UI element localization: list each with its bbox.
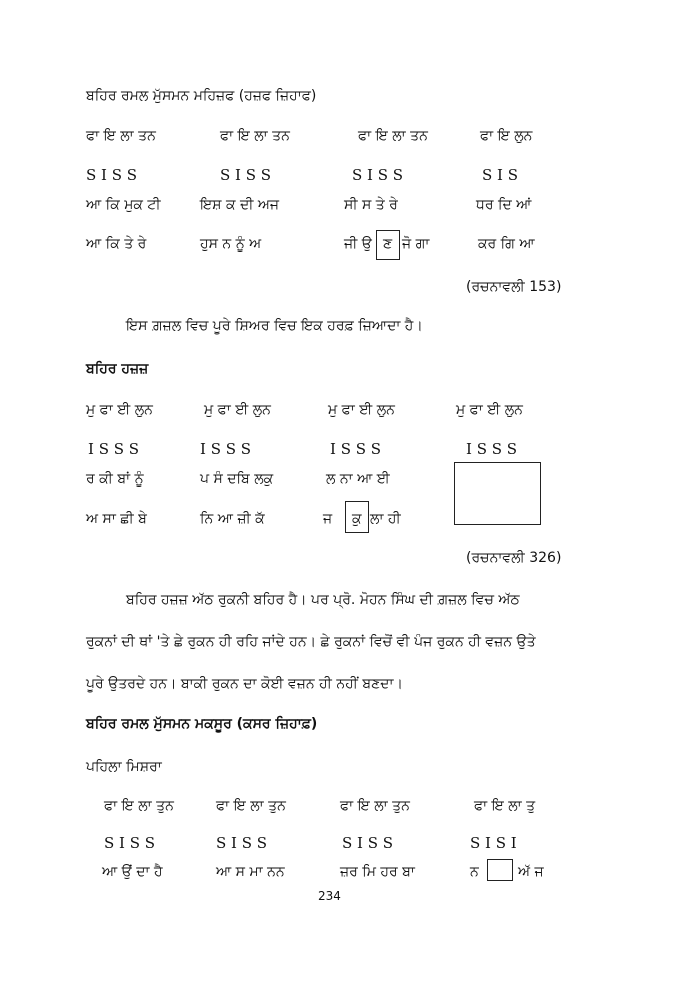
citation: (ਰਚਨਾਵਲੀ 326) xyxy=(466,550,562,566)
scansion-cell: S I S S xyxy=(216,834,268,852)
verse-cell: ਆ ਉਂ ਦਾ ਹੈ xyxy=(102,864,163,880)
verse-cell: ਨ xyxy=(470,864,479,880)
scansion-cell: S I S I xyxy=(470,834,517,852)
meter-cell: ਮੁ ਫਾ ਈ ਲੁਨ xyxy=(328,402,395,418)
meter-cell: ਫਾ ਇ ਲਾ ਤਨ xyxy=(220,128,290,144)
meter-cell: ਮੁ ਫਾ ਈ ਲੁਨ xyxy=(456,402,523,418)
verse-cell: ਜੋ ਗਾ xyxy=(402,236,430,252)
scansion-cell: S I S S xyxy=(104,834,156,852)
verse-cell: ਜ਼ਰ ਮਿ ਹਰ ਬਾ xyxy=(340,864,415,880)
verse-cell: ਪ ਸੰ ਦਬਿ ਲਕੁ xyxy=(200,471,274,487)
page-number: 234 xyxy=(318,889,341,903)
meter-cell: ਫਾ ਇ ਲਾ ਤੁਨ xyxy=(104,798,174,814)
verse-cell: ਆ ਕਿ ਮੁਕ ਟੀ xyxy=(86,197,161,213)
scansion-cell: I S S S xyxy=(88,440,140,458)
meter-cell: ਫਾ ਇ ਲਾ ਤਨ xyxy=(358,128,428,144)
highlight-box xyxy=(345,501,369,533)
meter-cell: ਮੁ ਫਾ ਈ ਲੁਨ xyxy=(86,402,153,418)
paragraph-line: ਬਹਿਰ ਹਜ਼ਜ਼ ਅੱਠ ਰੁਕਨੀ ਬਹਿਰ ਹੈ। ਪਰ ਪ੍ਰੋ. ਮੋਹਨ ਸਿੰਘ ਦੀ ਗ਼ਜ਼ਲ ਵਿਚ ਅੱਠ xyxy=(126,592,520,608)
section-heading-ramal-maqsur: ਬਹਿਰ ਰਮਲ ਮੁੱਸਮਨ ਮਕਸੂਰ (ਕਸਰ ਜ਼ਿਹਾਫ਼) xyxy=(86,716,318,732)
paragraph-line: ਪੂਰੇ ਉਤਰਦੇ ਹਨ। ਬਾਕੀ ਰੁਕਨ ਦਾ ਕੋਈ ਵਜ਼ਨ ਹੀ ਨਹੀਂ ਬਣਦਾ। xyxy=(86,676,403,692)
subheading: ਪਹਿਲਾ ਮਿਸ਼ਰਾ xyxy=(86,759,162,775)
verse-cell: ਹੁਸ ਨ ਨੂੰ ਅ xyxy=(200,236,262,252)
verse-cell: ਨਿ ਆ ਜ਼ੀ ਕੱ xyxy=(200,511,265,527)
meter-cell: ਮੁ ਫਾ ਈ ਲੁਨ xyxy=(204,402,271,418)
empty-box xyxy=(454,462,541,525)
boxed-letter: ਣ xyxy=(383,236,393,252)
section-heading-hazaj: ਬਹਿਰ ਹਜ਼ਜ਼ xyxy=(86,361,149,377)
verse-cell: ਅ ਸਾ ਛੀ ਬੇ xyxy=(86,511,147,527)
highlight-box xyxy=(376,230,400,260)
verse-cell: ਆ ਸ ਮਾ ਨਨ xyxy=(216,864,285,880)
verse-cell: ਕਰ ਗਿ ਆ xyxy=(478,236,535,252)
scansion-cell: S I S S xyxy=(342,834,394,852)
meter-cell: ਫਾ ਇ ਲਾ ਤੁ xyxy=(474,798,536,814)
boxed-letter: ਕੁ xyxy=(352,511,362,527)
meter-cell: ਫਾ ਇ ਲੁਨ xyxy=(480,128,533,144)
verse-cell: ਅੱ ਜ xyxy=(518,864,544,880)
note: ਇਸ ਗ਼ਜ਼ਲ ਵਿਚ ਪੂਰੇ ਸ਼ਿਅਰ ਵਿਚ ਇਕ ਹਰਫ਼ ਜ਼ਿਆਦਾ ਹੈ। xyxy=(126,318,423,334)
meter-cell: ਫਾ ਇ ਲਾ ਤਨ xyxy=(86,128,156,144)
scansion-cell: I S S S xyxy=(330,440,382,458)
meter-cell: ਫਾ ਇ ਲਾ ਤੁਨ xyxy=(216,798,286,814)
empty-box xyxy=(487,859,513,881)
citation: (ਰਚਨਾਵਲੀ 153) xyxy=(466,279,562,295)
verse-cell: ਧਰ ਦਿ ਆਂ xyxy=(476,197,532,213)
meter-cell: ਫਾ ਇ ਲਾ ਤੁਨ xyxy=(340,798,410,814)
verse-cell: ਲਾ ਹੀ xyxy=(370,511,401,527)
verse-cell: ਲ ਨਾ ਆ ਈ xyxy=(326,471,390,487)
scansion-cell: S I S S xyxy=(86,166,138,184)
scansion-cell: I S S S xyxy=(200,440,252,458)
scansion-cell: S I S xyxy=(482,166,519,184)
verse-cell: ਰ ਕੀ ਬਾਂ ਨੂੰ xyxy=(86,471,144,487)
verse-cell: ਆ ਕਿ ਤੇ ਰੇ xyxy=(86,236,147,252)
scansion-cell: S I S S xyxy=(220,166,272,184)
paragraph-line: ਰੁਕਨਾਂ ਦੀ ਥਾਂ 'ਤੇ ਛੇ ਰੁਕਨ ਹੀ ਰਹਿ ਜਾਂਦੇ ਹਨ। ਛੇ ਰੁਕਨਾਂ ਵਿਚੋਂ ਵੀ ਪੰਜ ਰੁਕਨ ਹੀ ਵਜ਼ਨ ਉਤੇ xyxy=(86,634,536,650)
verse-cell: ਜੀ ਉ xyxy=(344,236,372,252)
scansion-cell: S I S S xyxy=(352,166,404,184)
verse-cell: ਜ xyxy=(323,511,333,527)
verse-cell: ਸੀ ਸ ਤੇ ਰੇ xyxy=(344,197,398,213)
section-heading-ramal-mahzuf: ਬਹਿਰ ਰਮਲ ਮੁੱਸਮਨ ਮਹਿਜ਼ਫ (ਹਜ਼ਫ ਜ਼ਿਹਾਫ) xyxy=(86,88,317,104)
verse-cell: ਇਸ਼ ਕ ਦੀ ਅਜ xyxy=(200,197,280,213)
scansion-cell: I S S S xyxy=(466,440,518,458)
